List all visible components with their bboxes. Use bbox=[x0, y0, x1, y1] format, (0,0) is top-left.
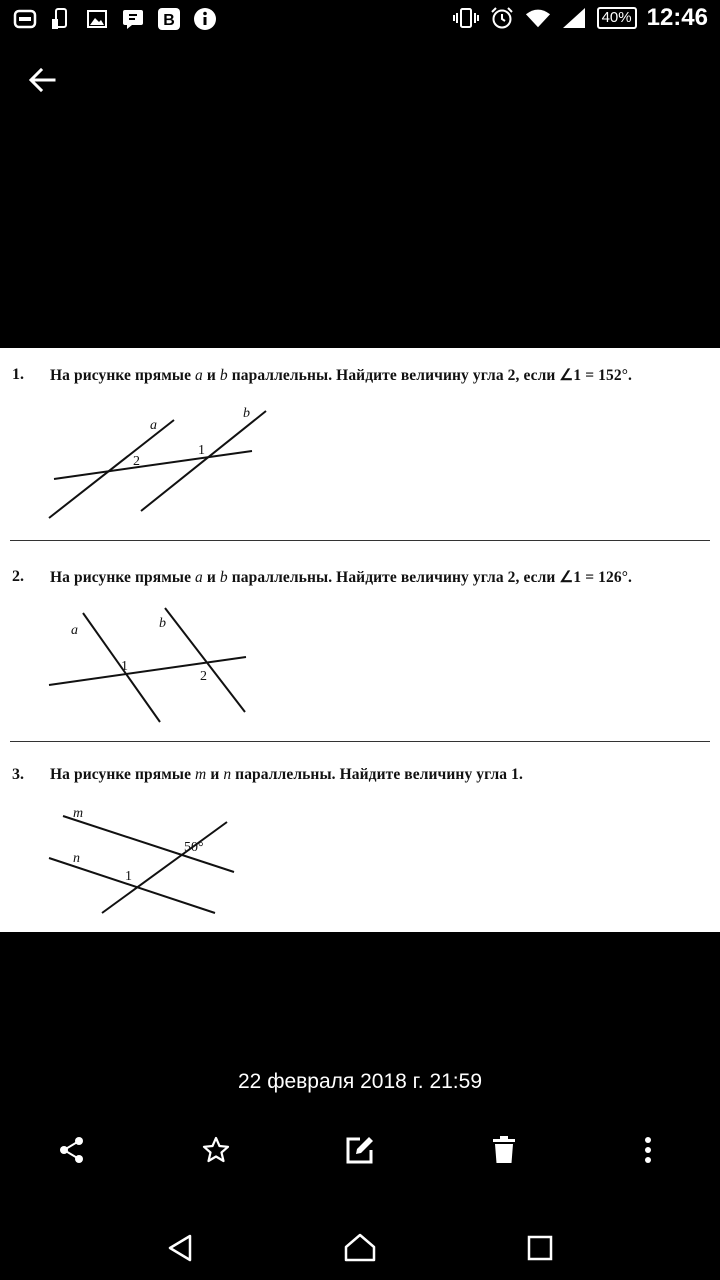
edit-icon bbox=[344, 1134, 376, 1166]
angle-2-label: 2 bbox=[133, 454, 140, 469]
battery-level: 40% bbox=[597, 7, 637, 29]
angle-1-label: 1 bbox=[125, 869, 132, 884]
problem-text: На рисунке прямые a и b параллельны. Найдите величину угла 2, если ∠1 = 152°. bbox=[50, 367, 632, 384]
svg-text:B: B bbox=[163, 12, 175, 29]
more-options-button[interactable] bbox=[622, 1124, 674, 1176]
problem-number: 1. bbox=[12, 366, 24, 383]
delete-icon bbox=[490, 1135, 518, 1165]
window-icon bbox=[12, 6, 38, 32]
recents-nav-icon bbox=[526, 1234, 554, 1262]
share-button[interactable] bbox=[46, 1124, 98, 1176]
vibrate-icon bbox=[453, 5, 479, 31]
nav-home-button[interactable] bbox=[336, 1224, 384, 1272]
transversal-line bbox=[54, 451, 252, 479]
navigation-bar bbox=[0, 1210, 720, 1280]
line-a bbox=[49, 420, 174, 518]
nav-back-button[interactable] bbox=[156, 1224, 204, 1272]
action-bar bbox=[0, 1124, 720, 1180]
arrow-left-icon bbox=[24, 62, 60, 98]
message-icon bbox=[120, 6, 146, 32]
angle-1-label: 1 bbox=[198, 443, 205, 458]
problem-number: 2. bbox=[12, 568, 24, 585]
notification-icons bbox=[12, 6, 218, 32]
document-image bbox=[0, 348, 720, 932]
divider bbox=[10, 540, 710, 541]
info-icon bbox=[192, 6, 218, 32]
clock: 12:46 bbox=[646, 4, 708, 31]
line-m bbox=[63, 816, 234, 872]
figure-1 bbox=[40, 398, 280, 523]
line-n bbox=[49, 858, 215, 913]
edit-button[interactable] bbox=[334, 1124, 386, 1176]
more-icon bbox=[643, 1135, 653, 1165]
back-button[interactable] bbox=[24, 62, 64, 102]
star-icon bbox=[201, 1135, 231, 1165]
back-nav-icon bbox=[165, 1233, 195, 1263]
label-a: a bbox=[150, 418, 157, 433]
label-n: n bbox=[73, 851, 80, 866]
line-b bbox=[165, 608, 245, 712]
status-bar bbox=[0, 0, 720, 40]
photo-timestamp: 22 февраля 2018 г. 21:59 bbox=[238, 1070, 482, 1093]
phone-data-icon bbox=[48, 6, 74, 32]
transversal-line bbox=[49, 657, 246, 685]
image-icon bbox=[84, 6, 110, 32]
nav-recents-button[interactable] bbox=[516, 1224, 564, 1272]
label-a: a bbox=[71, 623, 78, 638]
delete-button[interactable] bbox=[478, 1124, 530, 1176]
label-b: b bbox=[159, 616, 166, 631]
favorite-button[interactable] bbox=[190, 1124, 242, 1176]
signal-icon bbox=[561, 5, 587, 31]
system-icons bbox=[453, 4, 708, 32]
problem-text: На рисунке прямые m и n параллельны. Найдите величину угла 1. bbox=[50, 766, 523, 783]
figure-2 bbox=[40, 602, 270, 727]
figure-3 bbox=[40, 800, 260, 925]
wifi-icon bbox=[525, 5, 551, 31]
alarm-icon bbox=[489, 5, 515, 31]
angle-2-label: 2 bbox=[200, 669, 207, 684]
problem-text: На рисунке прямые a и b параллельны. Найдите величину угла 2, если ∠1 = 126°. bbox=[50, 569, 632, 586]
home-nav-icon bbox=[343, 1233, 377, 1263]
label-b: b bbox=[243, 406, 250, 421]
share-icon bbox=[57, 1135, 87, 1165]
b-app-icon bbox=[156, 6, 182, 32]
problem-number: 3. bbox=[12, 766, 24, 783]
line-b bbox=[141, 411, 266, 511]
angle-1-label: 1 bbox=[121, 659, 128, 674]
divider bbox=[10, 741, 710, 742]
label-m: m bbox=[73, 806, 84, 821]
angle-given-label: 50° bbox=[184, 840, 204, 855]
